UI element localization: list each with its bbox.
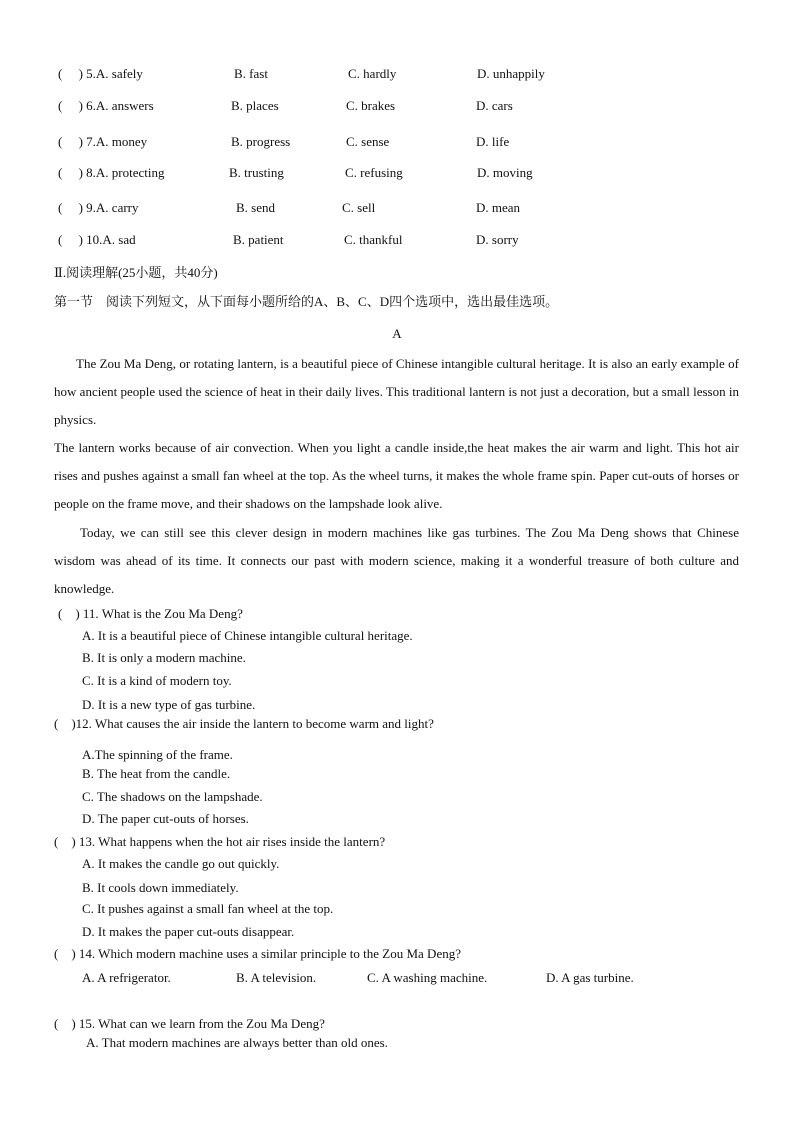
question-13-option-d: D. It makes the paper cut-outs disappear. — [82, 924, 295, 939]
question-11-option-b: B. It is only a modern machine. — [82, 650, 246, 665]
question-13-option-c: C. It pushes against a small fan wheel at the top. — [82, 901, 334, 916]
passage-label: A — [392, 326, 402, 341]
question-13-option-a: A. It makes the candle go out quickly. — [82, 856, 280, 871]
question-14-option-d: D. A gas turbine. — [546, 970, 634, 985]
option-c: C. sell — [342, 200, 376, 215]
question-number: ( ) 5.A. safely — [58, 66, 143, 81]
question-13-stem: ( ) 13. What happens when the hot air rises inside the lantern? — [54, 834, 386, 849]
option-d: D. moving — [477, 165, 533, 180]
option-d: D. cars — [476, 98, 513, 113]
section-instruction: 第一节 阅读下列短文，从下面每小题所给的A、B、C、D四个选项中，选出最佳选项。 — [54, 294, 559, 309]
question-number: ( ) 7.A. money — [58, 134, 148, 149]
question-number: ( ) 6.A. answers — [58, 98, 154, 113]
option-c: C. sense — [346, 134, 390, 149]
question-11-option-d: D. It is a new type of gas turbine. — [82, 697, 256, 712]
passage-paragraph-2: The lantern works because of air convection. When you light a candle inside,the heat makes the air warm and light. This hot air rises and pushes against a small fan wheel at the top. As the wheel turns, it makes the whole frame spin. Paper cut-outs of horses or people on the frame move, and their shadows on the lampshade look alive. — [54, 440, 739, 511]
passage-paragraph-3: Today, we can still see this clever design in modern machines like gas turbines. The Zou Ma Deng shows that Chinese wisdom was ahead of its time. It connects our past with modern science, making it a wonderful treasure of both culture and knowledge. — [54, 525, 739, 596]
question-11-stem: ( ) 11. What is the Zou Ma Deng? — [58, 606, 243, 621]
question-12-option-c: C. The shadows on the lampshade. — [82, 789, 263, 804]
option-b: B. send — [236, 200, 275, 215]
question-11-option-a: A. It is a beautiful piece of Chinese intangible cultural heritage. — [82, 628, 413, 643]
question-15-stem: ( ) 15. What can we learn from the Zou Ma Deng? — [54, 1016, 325, 1031]
option-b: B. trusting — [229, 165, 284, 180]
question-14-option-b: B. A television. — [236, 970, 317, 985]
option-c: C. thankful — [344, 232, 403, 247]
option-c: C. refusing — [345, 165, 403, 180]
question-13-option-b: B. It cools down immediately. — [82, 880, 239, 895]
question-14-stem: ( ) 14. Which modern machine uses a similar principle to the Zou Ma Deng? — [54, 946, 461, 961]
option-c: C. brakes — [346, 98, 396, 113]
question-14-option-c: C. A washing machine. — [367, 970, 488, 985]
option-d: D. mean — [476, 200, 521, 215]
option-d: D. unhappily — [477, 66, 545, 81]
question-15-option-a: A. That modern machines are always better than old ones. — [86, 1035, 388, 1050]
question-number: ( ) 8.A. protecting — [58, 165, 165, 180]
question-11-option-c: C. It is a kind of modern toy. — [82, 673, 232, 688]
option-d: D. sorry — [476, 232, 519, 247]
question-12-option-a: A.The spinning of the frame. — [82, 747, 233, 762]
question-number: ( ) 9.A. carry — [58, 200, 139, 215]
question-12-option-b: B. The heat from the candle. — [82, 766, 231, 781]
option-c: C. hardly — [348, 66, 397, 81]
question-12-stem: ( )12. What causes the air inside the lantern to become warm and light? — [54, 716, 434, 731]
question-12-option-d: D. The paper cut-outs of horses. — [82, 811, 249, 826]
option-b: B. patient — [233, 232, 284, 247]
section-title: Ⅱ.阅读理解(25小题，共40分) — [54, 265, 218, 280]
option-b: B. progress — [231, 134, 291, 149]
option-b: B. fast — [234, 66, 268, 81]
question-14-option-a: A. A refrigerator. — [82, 970, 171, 985]
question-number: ( ) 10.A. sad — [58, 232, 136, 247]
passage-paragraph-1: The Zou Ma Deng, or rotating lantern, is a beautiful piece of Chinese intangible cultural heritage. It is also an early example of how ancient people used the science of heat in their daily lives. This traditional lantern is not just a decoration, but a small lesson in physics. — [54, 356, 739, 427]
option-b: B. places — [231, 98, 279, 113]
option-d: D. life — [476, 134, 510, 149]
